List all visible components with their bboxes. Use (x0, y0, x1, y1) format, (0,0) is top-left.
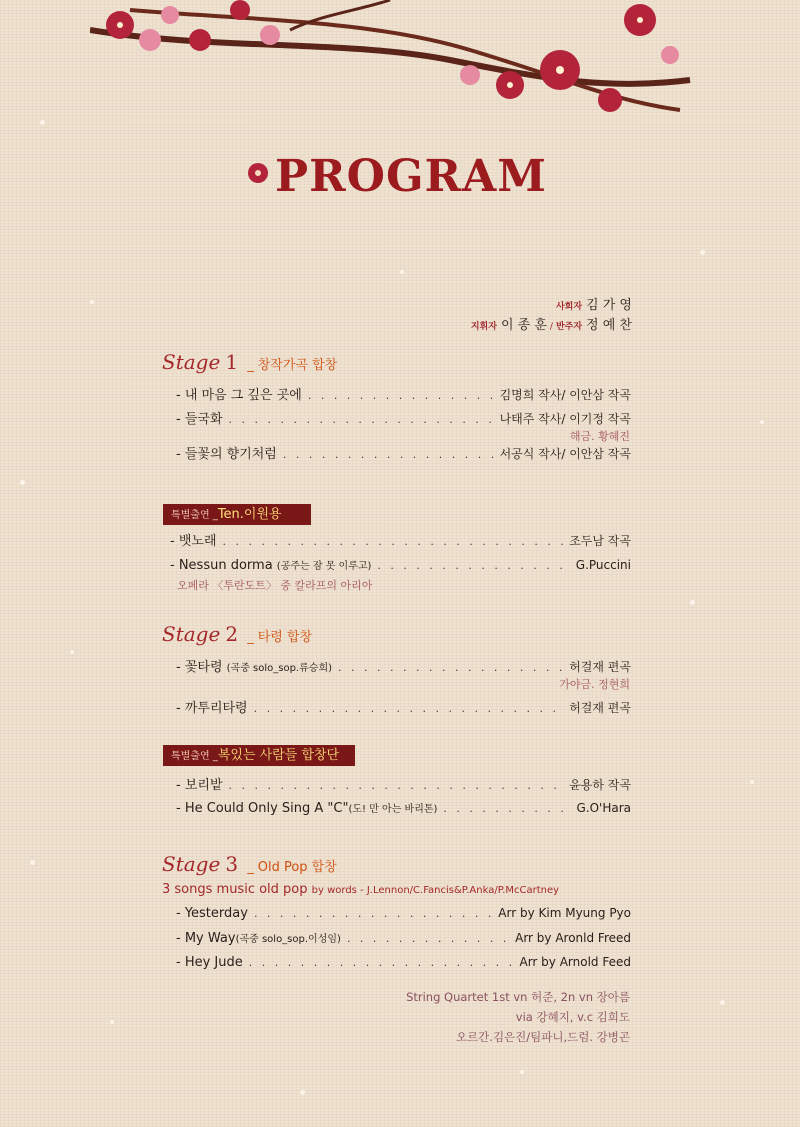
special2-item-2: - He Could Only Sing A "C" (도! 만 아는 바리톤) . . . G.O'Hara (176, 800, 631, 822)
stage3-item-3: - Hey Jude . . . Arr by Arnold Feed (176, 955, 631, 977)
conductor-line: 지휘자 이 종 훈 / 반주자 정 예 찬 (470, 318, 632, 333)
stage2-note: 가야금. 정현희 (559, 678, 630, 691)
stage3-item-2: - My Way (곡중 solo_sop.이성임) . . . Arr by Aronld Freed (176, 930, 631, 952)
special1-item-2: - Nessun dorma (공주는 잠 못 이루고) . . . G.Puccini (170, 557, 631, 579)
plum-blossom-branch-icon (90, 0, 710, 130)
stage2-item-1: - 꽃타령 (곡중 solo_sop.류승희) . . . 허걸재 편곡 (176, 656, 631, 678)
page-title: PROGRAM (275, 151, 547, 202)
blossom-icon (245, 160, 271, 186)
stage2-item-2: - 까투리타령 . . . 허걸재 편곡 (176, 697, 631, 719)
special1-item-1: - 뱃노래 . . . 조두남 작곡 (170, 530, 631, 552)
credit-line: 오르간.김은진/팀파니,드럼. 강병곤 (455, 1030, 630, 1044)
performer-credits (406, 987, 630, 1047)
credit-line: via 강혜지, v.c 김희도 (515, 1010, 630, 1024)
mc-line: 사회자 김 가 영 (555, 298, 632, 313)
stage-1-heading: Stage 1 _ 창작가곡 합창 (162, 350, 338, 374)
special-guest-1-banner: 특별출연 _Ten.이원용 (163, 504, 311, 525)
stage1-item-2: - 들국화 . . . 나태주 작사/ 이기정 작곡 (176, 408, 631, 430)
stage1-item-1: - 내 마음 그 깊은 곳에 . . . 김명희 작사/ 이안삼 작곡 (176, 384, 631, 406)
old-pop-description: 3 songs music old pop by words - J.Lennon/C.Fancis&P.Anka/P.McCartney (162, 882, 560, 897)
stage1-item-3: - 들꽃의 향기처럼 . . . 서공식 작사/ 이안삼 작곡 (176, 443, 631, 465)
stage3-item-1: - Yesterday . . . Arr by Kim Myung Pyo (176, 906, 631, 928)
program-title-block (245, 150, 545, 206)
stage1-note: 해금. 황혜진 (569, 430, 630, 443)
stage-2-heading: Stage 2 _ 타령 합창 (162, 622, 313, 646)
stage-3-heading: Stage 3 _ Old Pop 합창 (162, 852, 337, 876)
special1-note: 오페라 〈투란도트〉 중 칼라프의 아리아 (177, 579, 373, 592)
special2-item-1: - 보리밭 . . . 윤용하 작곡 (176, 774, 631, 796)
credit-line: String Quartet 1st vn 허준, 2n vn 장아름 (406, 990, 630, 1004)
special-guest-2-banner: 특별출연 _복있는 사람들 합창단 (163, 745, 355, 766)
